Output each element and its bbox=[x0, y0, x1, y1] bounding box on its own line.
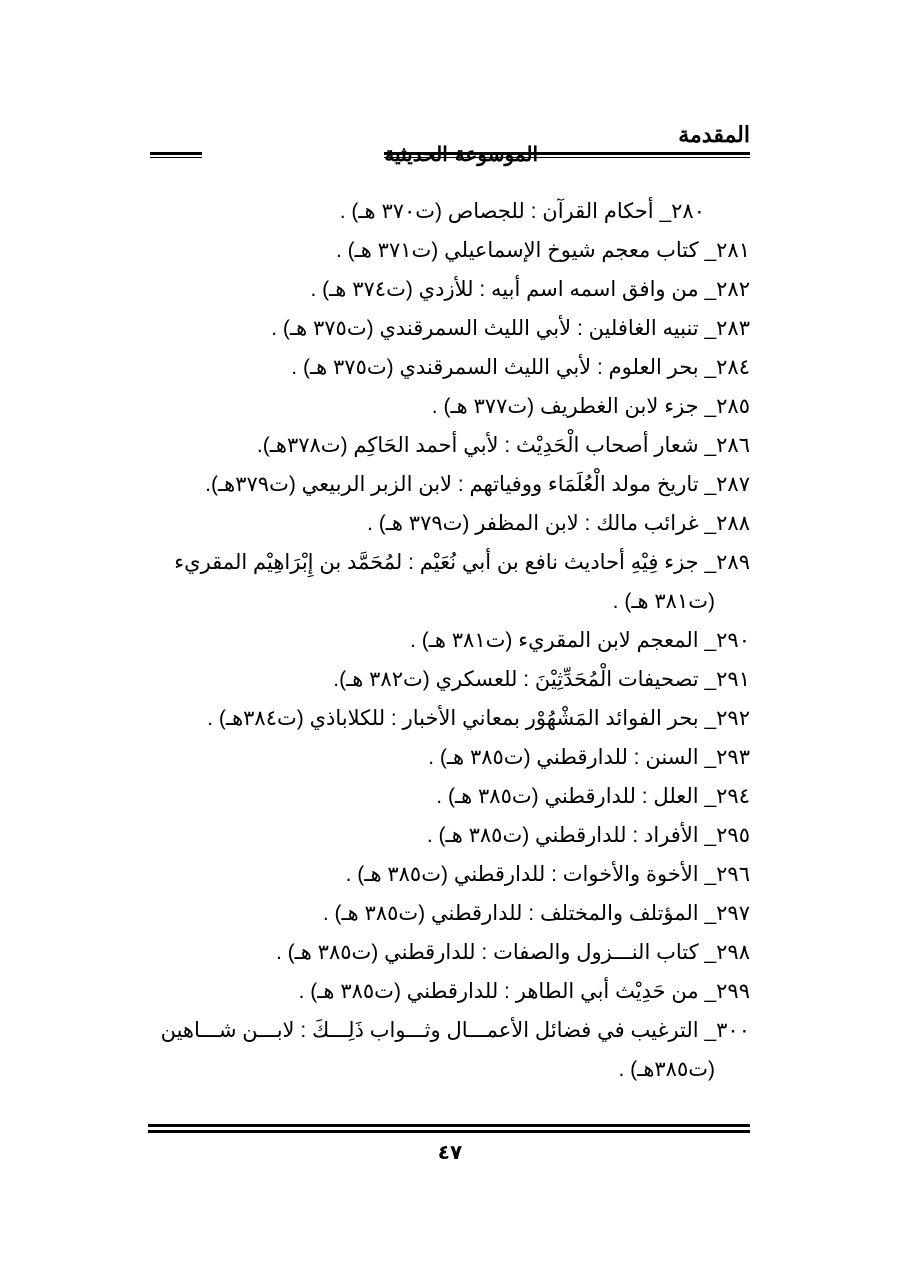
list-item: ٢٨٨_ غرائب مالك : لابن المظفر (ت٣٧٩ هـ) . bbox=[367, 512, 750, 535]
list-item: ٢٩٨_ كتاب النـــزول والصفات : للدارقطني (ت٣٨٥ هـ) . bbox=[275, 941, 750, 964]
page-header bbox=[150, 122, 750, 172]
list-item: ٢٩٤_ العلل : للدارقطني (ت٣٨٥ هـ) . bbox=[436, 785, 750, 808]
list-item: ٢٨٩_ جزء فِيْهِ أحاديث نافع بن أبي نُعَيْم : لمُحَمَّد بن إِبْرَاهِيْم المقريء (ت٣٨١ هـ) . bbox=[174, 551, 750, 613]
book-title: الموسوعة الحديثية bbox=[384, 142, 538, 166]
list-item: ٢٩٦_ الأخوة والأخوات : للدارقطني (ت٣٨٥ هـ) . bbox=[345, 863, 750, 886]
list-item: ٢٨٥_ جزء لابن الغطريف (ت٣٧٧ هـ) . bbox=[431, 395, 750, 418]
list-item: ٢٩٣_ السنن : للدارقطني (ت٣٨٥ هـ) . bbox=[428, 746, 750, 769]
list-item: ٣٠٠_ الترغيب في فضائل الأعمـــال وثـــواب ذَلِـــكَ : لابـــن شـــاهين (ت٣٨٥هـ) . bbox=[160, 1019, 750, 1081]
section-title: المقدمة bbox=[678, 122, 750, 148]
page-number: ٤٧ bbox=[437, 1142, 463, 1164]
list-item: ٢٨٢_ من وافق اسمه اسم أبيه : للأزدي (ت٣٧٤ هـ) . bbox=[310, 278, 750, 301]
list-item: ٢٩٥_ الأفراد : للدارقطني (ت٣٨٥ هـ) . bbox=[426, 824, 750, 847]
list-item: ٢٨١_ كتاب معجم شيوخ الإسماعيلي (ت٣٧١ هـ) . bbox=[335, 239, 750, 262]
list-item: ٢٨٣_ تنبيه الغافلين : لأبي الليث السمرقندي (ت٣٧٥ هـ) . bbox=[271, 317, 750, 340]
list-item: ٢٨٠_ أحكام القرآن : للجصاص (ت٣٧٠ هـ) . bbox=[339, 200, 705, 223]
list-item: ٢٨٤_ بحر العلوم : لأبي الليث السمرقندي (ت٣٧٥ هـ) . bbox=[291, 356, 750, 379]
footer-rule bbox=[148, 1124, 750, 1133]
list-item: ٢٨٦_ شعار أصحاب الْحَدِيْث : لأبي أحمد الحَاكِم (ت٣٧٨هـ). bbox=[256, 434, 750, 457]
list-item: ٢٩٢_ بحر الفوائد المَشْهُوْر بمعاني الأخبار : للكلاباذي (ت٣٨٤هـ) . bbox=[207, 707, 750, 730]
list-item: ٢٩٩_ من حَدِيْث أبي الطاهر : للدارقطني (ت٣٨٥ هـ) . bbox=[298, 980, 750, 1003]
bibliography-list bbox=[150, 192, 750, 1089]
list-item: ٢٨٧_ تاريخ مولد الْعُلَمَاء ووفياتهم : لابن الزبر الربيعي (ت٣٧٩هـ). bbox=[205, 473, 750, 496]
list-item: ٢٩٧_ المؤتلف والمختلف : للدارقطني (ت٣٨٥ هـ) . bbox=[322, 902, 750, 925]
header-rule-short bbox=[150, 152, 202, 158]
list-item: ٢٩١_ تصحيفات الْمُحَدِّثِيْنَ : للعسكري (ت٣٨٢ هـ). bbox=[333, 668, 750, 691]
list-item: ٢٩٠_ المعجم لابن المقريء (ت٣٨١ هـ) . bbox=[410, 629, 750, 652]
